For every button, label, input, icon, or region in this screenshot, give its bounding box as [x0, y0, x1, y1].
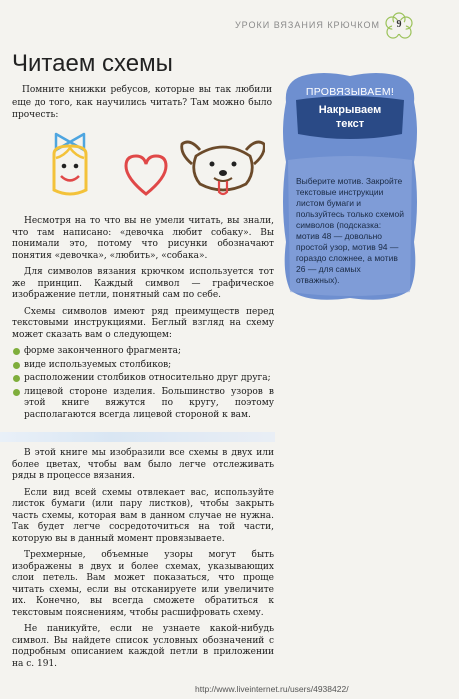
- sidebar-text: Выберите мотив. Закройте текстовые инструкции листом бумаги и пользуйтесь только схемой символов (подсказка: мотив 48 — довольно простой узор, мотив 94 — гораздо сложнее, а мотив 26 — для самых отважных).: [296, 176, 404, 285]
- list-item: форме законченного фрагмента;: [12, 346, 274, 358]
- page-number: 9: [396, 19, 402, 30]
- list-item: виде используемых столбиков;: [12, 360, 274, 372]
- bullet-dot-icon: [13, 362, 20, 369]
- heart-icon: [126, 156, 166, 194]
- section-divider: [0, 432, 275, 442]
- body-text-bottom: [12, 448, 274, 675]
- footer-url[interactable]: http://www.liveinternet.ru/users/4938422/: [195, 684, 349, 694]
- bullet-dot-icon: [13, 348, 20, 355]
- sidebar-title: Накрываем текст: [318, 104, 382, 130]
- dog-icon: [182, 142, 265, 194]
- paragraph: Несмотря на то что вы не умели читать, вы знали, что там написано: «девочка любит собаку». Вы понимали это, потому что рисунки обозначают понятия «девочка», «любить», «собака».: [12, 216, 274, 261]
- paragraph: В этой книге мы изобразили все схемы в двух или более цветах, чтобы вам было легче отслеживать ряды в процессе вязания.: [12, 448, 274, 481]
- paragraph: Не паникуйте, если не узнаете какой-нибудь символ. Вы найдете список условных обозначений с подробным описанием каждой петли в приложении на с. 191.: [12, 624, 274, 669]
- page-title: Читаем схемы: [12, 50, 173, 77]
- body-text-top: [12, 216, 274, 423]
- paragraph: Для символов вязания крючком используется тот же принцип. Каждый символ — графическое изображение петли, понятный сам по себе.: [12, 267, 274, 300]
- rebus-pictures: [50, 128, 265, 198]
- bullet-list: [12, 346, 274, 421]
- girl-icon: [54, 134, 86, 194]
- bullet-dot-icon: [13, 375, 20, 382]
- list-item: лицевой стороне изделия. Большинство узоров в этой книге вяжутся по кругу, поэтому располагаются всегда лицевой стороной к вам.: [12, 387, 274, 422]
- paragraph: Если вид всей схемы отвлекает вас, используйте листок бумаги (или пару листков), чтобы закрыть часть схемы, которая вам в данном случае не нужна. Так будет легче сосредоточиться на той части, которую вы в данный момент провязываете.: [12, 487, 274, 544]
- sidebar-kicker: ПРОВЯЗЫВАЕМ!: [305, 86, 395, 98]
- bullet-dot-icon: [13, 389, 20, 396]
- intro-paragraph: Помните книжки ребусов, которые вы так любили еще до того, как научились читать? Там можно было прочесть:: [12, 85, 272, 120]
- paragraph: Схемы символов имеют ряд преимуществ перед текстовыми инструкциями. Беглый взгляд на схему может сказать вам о следующем:: [12, 306, 274, 340]
- paragraph: Трехмерные, объемные узоры могут быть изображены в двух и более схемах, указывающих слои петель. Вам может показаться, что проще читать схемы, если вы отсканируете или увеличите их. Конечно, вы всегда сможете обратиться к текстовым пояснениям, чтобы расшифровать схему.: [12, 550, 274, 618]
- list-item: расположении столбиков относительно друг друга;: [12, 373, 274, 385]
- sidebar-box: [282, 72, 418, 302]
- running-header: УРОКИ ВЯЗАНИЯ КРЮЧКОМ: [234, 20, 380, 30]
